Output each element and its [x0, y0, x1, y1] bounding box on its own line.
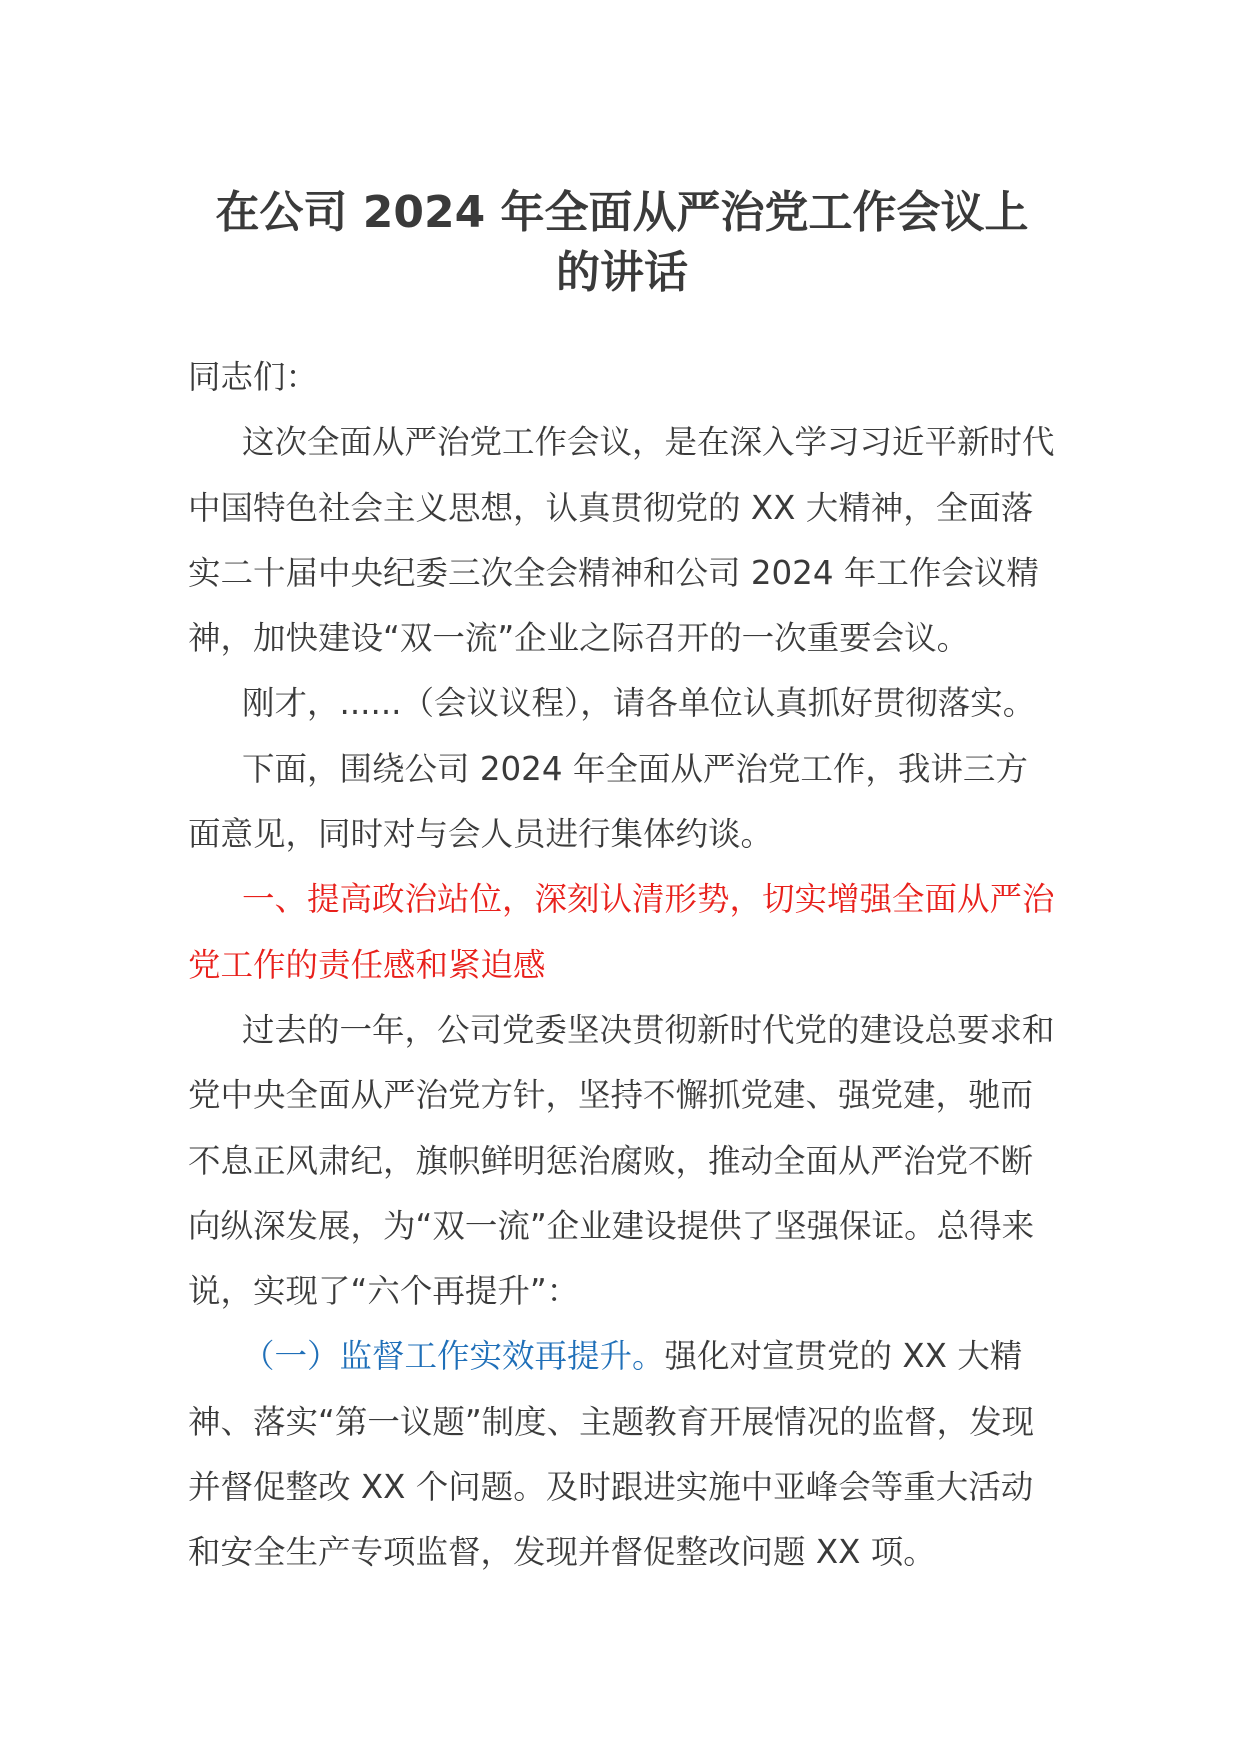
paragraph-outline: 下面，围绕公司 2024 年全面从严治党工作，我讲三方面意见，同时对与会人员进行集体约谈。: [188, 749, 1028, 854]
document-body: [188, 345, 1056, 1586]
paragraph-opening: 这次全面从严治党工作会议，是在深入学习习近平新时代中国特色社会主义思想，认真贯彻党的 XX 大精神，全面落实二十届中央纪委三次全会精神和公司 2024 年工作会议精神，加快建设“双一流”企业之际召开的一次重要会议。: [188, 423, 1055, 658]
section-heading-1: 一、提高政治站位，深刻认清形势，切实增强全面从严治党工作的责任感和紧迫感: [188, 880, 1055, 984]
paragraph-supervision: [188, 1324, 1056, 1585]
salutation: 同志们：: [188, 358, 319, 396]
document-title: [188, 183, 1056, 303]
subsection-lead: （一）监督工作实效再提升。: [242, 1337, 665, 1376]
paragraph-agenda: 刚才，......（会议议程），请各单位认真抓好贯彻落实。: [242, 684, 1036, 723]
subsection-body: 强化对宣贯党的 XX 大精神、落实“第一议题”制度、主题教育开展情况的监督，发现并督促整改 XX 个问题。及时跟进实施中亚峰会等重大活动和安全生产专项监督，发现并督促整改问题 XX 项。: [188, 1337, 1035, 1572]
title-line-1: 在公司 2024 年全面从严治党工作会议上: [215, 187, 1029, 238]
title-line-2: 的讲话: [556, 247, 688, 298]
paragraph-review: 过去的一年，公司党委坚决贯彻新时代党的建设总要求和党中央全面从严治党方针，坚持不懈抓党建、强党建，驰而不息正风肃纪，旗帜鲜明惩治腐败，推动全面从严治党不断向纵深发展，为“双一流”企业建设提供了坚强保证。总得来说，实现了“六个再提升”：: [188, 1010, 1055, 1311]
